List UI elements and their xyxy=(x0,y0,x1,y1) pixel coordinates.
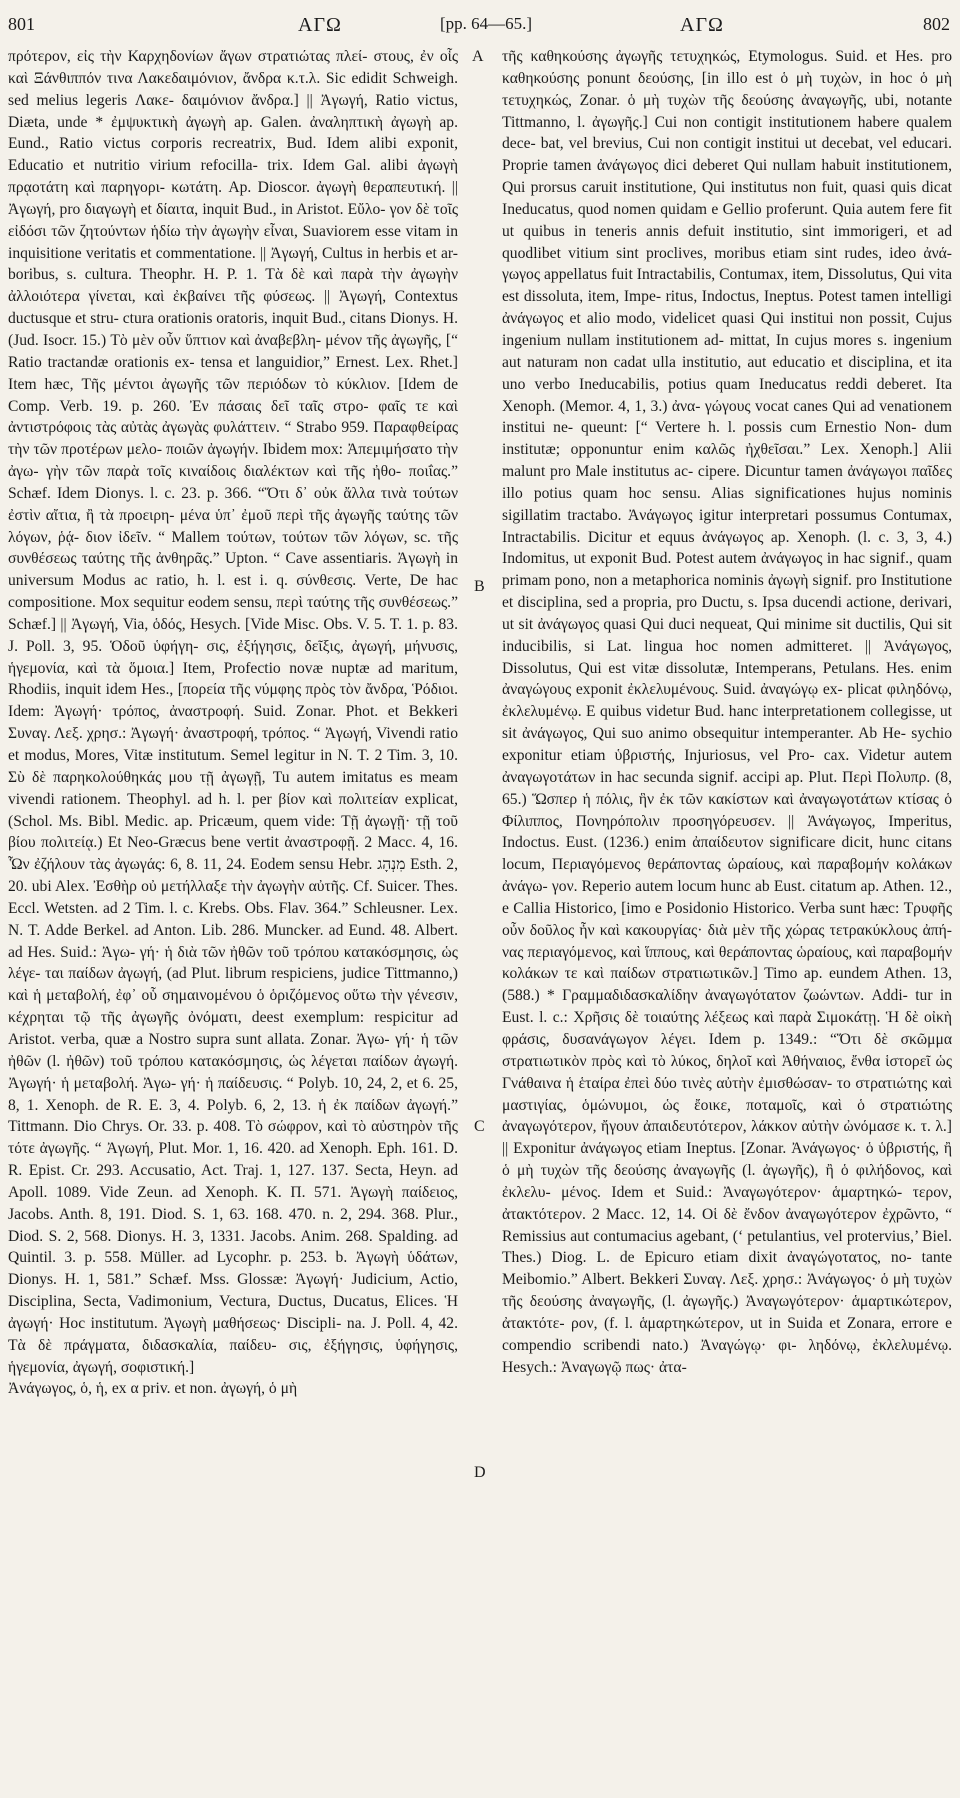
right-text-column xyxy=(502,46,952,1378)
right-running-head: ΑΓΩ xyxy=(680,14,724,36)
page-header xyxy=(0,6,960,40)
right-column-number: 802 xyxy=(923,14,950,34)
left-paragraph-1: πρότερον, εἰς τὴν Καρχηδονίων ἄγων στρατιώτας πλεί- στους, ἐν οἷς καὶ Ξάνθιππόν τινα Λακεδαιμόνιον, ἄνδρα κ.τ.λ. Sic edidit Schweigh. sed melius legeris Λακε- δαιμόνιον ἄνδρα.] || Ἀγωγή, Ratio victus, Diæta, unde * ἐμψυκτικὴ ἀγωγὴ ap. Galen. ἀναληπτικὴ ἀγωγὴ ap. Eund., Ratio victus corporis recreatrix, Bud. Idem alibi exponit, Educatio et nutritio virium refocilla- trix. Idem Gal. alibi ἀγωγὴ πρᾳοτάτη καὶ παρηγορι- κωτάτη. Ap. Dioscor. ἀγωγὴ θεραπευτική. || Ἀγωγή, pro διαγωγὴ et δίαιτα, inquit Bud., in Aristot. Εὔλο- γον δὲ τοῖς εἰδόσι τῶν ζητούντων ἡδίω τὴν ἀγωγὴν εἶναι, Suaviorem esse vitam in inquisitione veritatis et commentatione. || Ἀγωγή, Cultus in herbis et ar- boribus, s. cultura. Theophr. H. P. 1. Τὰ δὲ καὶ παρὰ τὴν ἀγωγὴν ἀλλοιότερα γίνεται, καὶ ἐκβαίνει τῆς φύσεως. || Ἀγωγή, Contextus ductusque et stru- ctura orationis oratoris, inquit Bud., citans Dionys. H. (Jud. Isocr. 15.) Τὸ μὲν οὖν ὕπτιον καὶ ἀναβεβλη- μένον τῆς ἀγωγῆς, [“ Ratio tractandæ orationis ex- tensa et languidior,” Ernest. Lex. Rhet.] Item hæc, Τῆς μέντοι ἀγωγῆς τῶν περιόδων τὸ κύκλιον. [Idem de Comp. Verb. 19. p. 260. Ἐν πάσαις δεῖ ταῖς στρο- φαῖς τε καὶ ἀντιστρόφοις τὰς αὐτὰς ἀγωγὰς φυλάττειν. “ Strabo 959. Παραφθείρας τὴν τῶν προτέρων μελο- ποιῶν ἀγωγήν. Ibidem mox: Ἀπεμιμήσατο τὴν ἀγω- γὴν τῶν παρὰ τοῖς κιναίδοις διαλέκτων καὶ τῆς ἠθο- ποιΐας.” Schæf. Idem Dionys. l. c. 23. p. 366. “Ὅτι δ᾽ οὐκ ἄλλα τινὰ τούτων ἐστὶν αἴτια, ἢ τὰ προειρη- μένα ὑπ᾽ ἐμοῦ περὶ τῆς ἀγωγῆς ταύτης τῶν λόγων, ῥᾴ- διον ἰδεῖν. “ Mallem τούτων, τούτων τῶν λόγων, sc. τῆς συνθέσεως ταύτης τῆς ἀνθηρᾶς.” Upton. “ Cave assentiaris. Ἀγωγὴ in universum Modus ac ratio, h. l. est i. q. σύνθεσις. Verte, De hac compositione. Mox sequitur eodem sensu, περὶ ταύτης τῆς συνθέσεως.” Schæf.] || Ἀγωγή, Via, ὁδός, Hesych. [Vide Misc. Obs. V. 5. T. 1. p. 83. J. Poll. 3, 95. Ὁδοῦ ὑφήγη- σις, ἐξήγησις, δεῖξις, ἀγωγή, μήνυσις, ἡγεμονία, καὶ τὰ ὅμοια.] Item, Profectio novæ nuptæ ad maritum, Rhodiis, inquit idem Hes., [πορεία τῆς νύμφης πρὸς τὸν ἄνδρα, Ῥόδιοι. Idem: Ἀγωγή· τρόπος, ἀναστροφή. Suid. Zonar. Phot. et Bekkeri Συναγ. Λεξ. χρησ.: Ἀγωγή· ἀναστροφή, τρόπος. “ Ἀγωγή, Vivendi ratio et modus, Mores, Vitæ institutum. Semel legitur in N. T. 2 Tim. 3, 10. Σὺ δὲ παρηκολούθηκάς μου τῇ ἀγωγῇ, Tu autem imitatus es meam vivendi rationem. Theophyl. ad h. l. per βίον καὶ πολιτείαν explicat, (Schol. Ms. Bibl. Medic. ap. Pricæum, quem vide: Τῇ ἀγωγῇ· τῇ τοῦ βίου πολιτείᾳ.) Et Neo-Græcus bene vertit ἀναστροφῇ. 2 Macc. 4, 16. Ὧν ἐζήλουν τὰς ἀγωγάς: 6, 8. 11, 24. Eodem sensu Hebr. מִנְהָג Esth. 2, 20. ubi Alex. Ἐσθὴρ οὐ μετήλλαξε τὴν ἀγωγὴν αὐτῆς. Cf. Suicer. Thes. Eccl. Wetsten. ad 2 Tim. l. c. Krebs. Obs. Flav. 364.” Schleusner. Lex. N. T. Adde Berkel. ad Anton. Lib. 286. Muncker. ad Eund. 48. Albert. ad Hes. Suid.: Ἀγω- γή· ἡ διὰ τῶν ἠθῶν τοῦ τρόπου κατακόσμησις, ὡς λέγε- ται παίδων ἀγωγή, (ad Plut. librum respiciens, judice Tittmanno,) καὶ ἡ μεταβολή, ἐφ᾽ οὗ σημαινομένου ὁ ὁριζόμενος οὕτω τὴν γένεσιν, κέχρηται τῷ τῆς ἀγωγῆς ὀνόματι, deest exemplum: respicitur ad Aristot. verba, quæ a Nostro supra sunt allata. Zonar. Ἀγω- γή· ἡ τῶν ἠθῶν (l. ἠθῶν) τοῦ τρόπου κατακόσμησις, ὡς λέγεται παίδων ἀγωγή. Ἀγωγή· ἡ μεταβολή. Ἀγω- γή· ἡ παίδευσις. “ Polyb. 10, 24, 2, et 6. 25, 8, 1. Xenoph. de R. E. 3, 4. Polyb. 6, 2, 13. ἡ ἐκ παίδων ἀγωγή.” Tittmann. Dio Chrys. Or. 33. p. 408. Τὸ σώφρον, καὶ τὸ αὐστηρὸν τῆς τότε ἀγωγῆς. “ Ἀγωγή, Plut. Mor. 1, 16. 420. ad Xenoph. Eph. 161. D. R. Epist. Cr. 293. Accusatio, Act. Traj. 1, 127. 137. Secta, Heyn. ad Apoll. 1089. Vide Zeun. ad Xenoph. K. Π. 571. Ἀγωγὴ παίδειος, Jacobs. Anth. 8, 191. Diod. S. 1, 63. 168. 470. n. 2, 294. 368. Plur., Diod. S. 2, 568. Dionys. H. 3, 1331. Jacobs. Anim. 268. Spalding. ad Quintil. 3. p. 558. Müller. ad Lycophr. p. 253. b. Ἀγωγὴ ὑδάτων, Dionys. H. 1, 581.” Schæf. Mss. Glossæ: Ἀγωγή· Judicium, Actio, Disciplina, Secta, Vadimonium, Vectura, Ductus, Ducatus, Elices. Ἡ ἀγωγή· Hoc institutum. Ἀγωγὴ μαθήσεως· Discipli- na. J. Poll. 4, 42. Τὰ δὲ πράγματα, διδασκαλία, παίδευ- σις, ἐξήγησις, ὑφήγησις, ἡγεμονία, ἀγωγή, σοφιστική.] xyxy=(8,48,458,1376)
section-marker-d: D xyxy=(474,1464,486,1481)
left-running-head: ΑΓΩ xyxy=(298,14,342,36)
section-marker-b: B xyxy=(474,578,485,595)
left-text-column xyxy=(8,46,458,1400)
left-paragraph-2: Ἀνάγωγος, ὁ, ἡ, ex α priv. et non. ἀγωγή, ὁ μὴ xyxy=(8,1380,298,1398)
page-range: [pp. 64—65.] xyxy=(440,14,533,33)
left-column-number: 801 xyxy=(8,14,35,34)
right-paragraph-1: τῆς καθηκούσης ἀγωγῆς τετυχηκώς, Etymologus. Suid. et Hes. pro καθηκούσης ponunt δεούσης, [in illo est ὁ μὴ τυχὼν, in hoc ὁ μὴ τετυχηκώς, Zonar. ὁ μὴ τυχὼν τῆς δεούσης ἀναγωγῆς, ubi, notante Tittmanno, l. ἀγωγῆς.] Cui non contigit institutionem habere qualem dece- bat, vel brevius, Cui non contigit institui ut decebat, vel educari. Proprie tamen ἀνάγωγος dici deberet Qui nullam habuit institutionem, Qui prorsus caruit institutione, Qui institutus non fuit, quasi quis dicat Ineducatus, quod nomen quidam e Gellio proferunt. Quia autem fere fit ut quibus in teneris annis defuit institutio, sint immorigeri, et ad quodlibet vitium sint proclives, moribus etiam sint rudes, ideo ἀνά- γωγος appellatus fuit Intractabilis, Contumax, item, Dissolutus, Qui vita est dissoluta, item, Impe- ritus, Indoctus, Ineptus. Potest tamen intelligi ἀνάγωγος et alio modo, videlicet quasi Qui institui non possit, Cujus ingenium nullam institutionem ad- mittat, In cujus mores s. ingenium aut naturam non cadat ulla institutio, aut educatio et disciplina, et ita uno verbo Ineducabilis, potius quam Ineducatus reddi deberet. Ita Xenoph. (Memor. 4, 1, 3.) ἀνα- γώγους vocat canes Qui ad venationem institui ne- queunt: [“ Vertere h. l. possis cum Ernestio Non- dum institutæ; opponuntur enim καλῶς ἠχθεῖσαι.” Lex. Xenoph.] Alii malunt pro Male institutus ac- cipere. Dicuntur tamen ἀνάγωγοι παῖδες illo potius quam hoc sensu. Alias significationes hujus nominis sigillatim tractabo. Ἀνάγωγος igitur interpretari possumus Contumax, Intractabilis. Dicitur et equus ἀνάγωγος ap. Xenoph. (l. c. 3, 3, 4.) Indomitus, ut exponit Bud. Potest autem ἀνάγωγος in hac signif., quam primam pono, non a metaphorica nominis ἀγωγὴ signif. pro Institutione et disciplina, sed a propria, pro Ductu, s. Ipsa ducendi actione, derivari, ut sit ἀνάγωγος quasi Qui duci nequeat, Qui minime sit ductilis, Qui sit inducibilis, si Lat. lingua hoc nomen admitteret. || Ἀνάγωγος, Dissolutus, Qui est vitæ dissolutæ, Intemperans, Petulans. Hes. enim ἀναγώγους exponit ἐκλελυμένους. Suid. ἀναγώγῳ ex- plicat φιληδόνῳ, ἐκλελυμένῳ. E quibus videtur Bud. hanc interpretationem collegisse, ut sit ἀνάγωγος, Qui suo animo obsequitur intemperanter. Ab He- sychio exponitur etiam ὑβριστής, Injuriosus, vel Pro- cax. Videtur autem ἀναγωγοτάτων in hac secunda signif. accipi ap. Plut. Περὶ Πολυπρ. (8, 65.) Ὥσπερ ἡ πόλις, ἣν ἐκ τῶν κακίστων καὶ ἀναγωγοτάτων κτίσας ὁ Φίλιππος, Πονηρόπολιν προσηγόρευσεν. || Ἀνάγωγος, Imperitus, Indoctus. Eust. (1236.) enim ἀπαίδευτον significare dicit, hunc citans locum, Περιαγόμενος θεράποντας ὡραίους, καὶ παραβομήν κολάκων ἀνάγω- γον. Reperio autem locum hunc ab Eust. citatum ap. Athen. 12., e Callia Historico, [imo e Posidonio Historico. Verba sunt hæc: Τρυφῆς οὖν δοῦλος ἦν καὶ κακουργίας· διὰ μὲν τῆς χώρας τετρακύκλους ἀπή- νας περιαγόμενος, καὶ ἵππους, καὶ θεράποντας ὡραίους, καὶ παραβομήν κολάκων τε καὶ παίδων στρατιωτικῶν.] Timo ap. eundem Athen. 13, (588.) * Γραμμαδιδασκαλίδην ἀναγωγότατον ζωώντων. Addi- tur in Eust. l. c.: Χρῆσις δὲ τοιαύτης λέξεως καὶ παρὰ Σιμοκάτῃ. Ἡ δὲ οἰκὴ φράσις, δυσανάγωγον λέγει. Idem p. 1349.: “Ὅτι δὲ σκῶμμα στρατιωτικὸν πρὸς καὶ τὸ λύκος, δηλοῖ καὶ Ἀθήναιος, ἔνθα ἱστορεῖ ὡς Γνάθαινα ἡ ἑταίρα ἐπεὶ δύο τινὲς αὐτὴν ἐμισθώσαν- το στρατιώτης καὶ μαστιγίας, ὁμώνυμοι, ὡς ἔοικε, ποταμοῖς, καὶ ὁ στρατιώτης ἀναγωγότερον, ἤγουν ἀπαιδευτότερον, λάκκον αὐτὴν ὠνόμασε κ. τ. λ.] || Exponitur ἀνάγωγος etiam Ineptus. [Zonar. Ἀνάγωγος· ὁ ὑβριστής, ἢ ὁ μὴ τυχὼν τῆς δεούσης ἀναγωγῆς (l. ἀγωγῆς), ἢ ὁ φιλήδονος, καὶ ἐκλελυ- μένος. Idem et Suid.: Ἀναγωγότερον· ἁμαρτηκώ- τερον, ἀτακτότερον. 2 Macc. 12, 14. Οἱ δὲ ἔνδον ἀναγωγότερον ἐχρῶντο, “ Remissius aut contumacius agebant, (‘ petulantius, vel protervius,’ Biel. Thes.) Diog. L. de Epicuro etiam dixit ἀναγώγοτατος, no- tante Meibomio.” Albert. Bekkeri Συναγ. Λεξ. χρησ.: Ἀνάγωγος· ὁ μὴ τυχὼν τῆς δεούσης ἀναγωγῆς, (l. ἀγωγῆς.) Ἀναγωγότερον· ἁμαρτικώτερον, ἀτακτότε- ρον, (f. l. ἁμαρτηκώτερον, ut in Suida et Zonara, errore e compendio scribendi nato.) Ἀναγώγῳ· φι- ληδόνῳ, ἐκλελυμένῳ. Hesych.: Ἀναγωγῷ πως· ἀτα- xyxy=(502,48,952,1376)
section-marker-a: A xyxy=(472,48,484,65)
section-marker-c: C xyxy=(474,1118,485,1135)
